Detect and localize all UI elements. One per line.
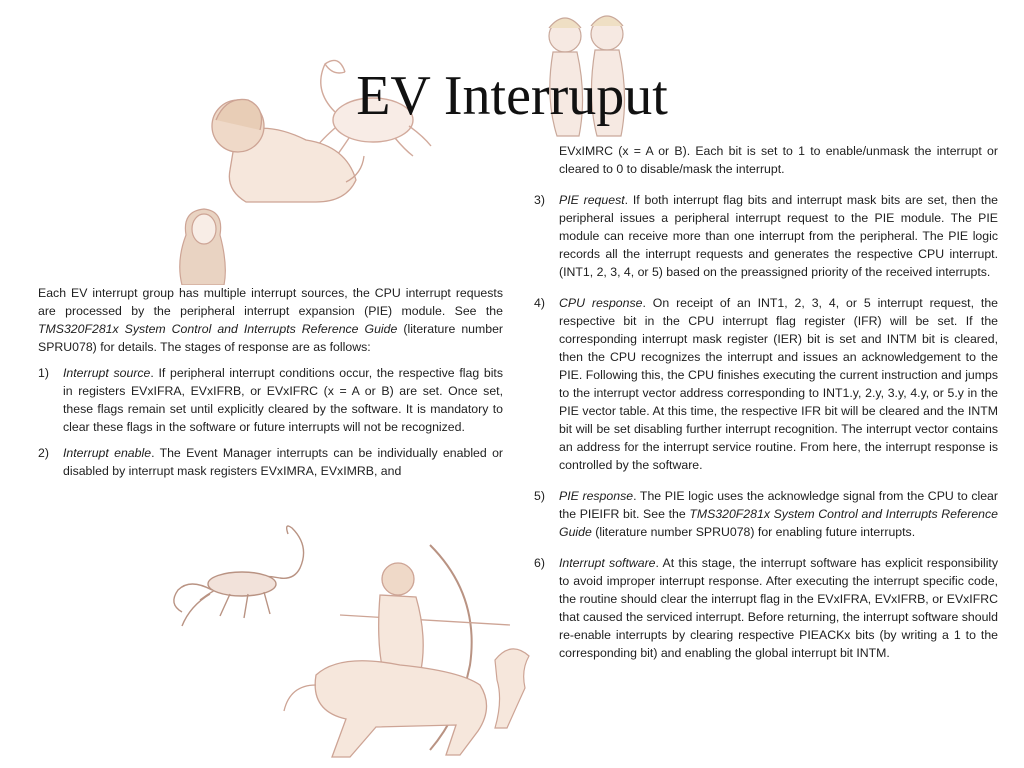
intro-text-part2: (literature number SPRU078) for details. The stages of response are as follows: — [38, 322, 504, 354]
item-reference-title: TMS320F281x System Control and Interrupts Reference Guide — [559, 507, 998, 539]
item-number: 5) — [534, 489, 545, 503]
item-term: PIE response — [559, 489, 634, 503]
item-term: Interrupt enable — [63, 446, 152, 460]
list-item — [38, 364, 503, 436]
list-item — [38, 444, 503, 480]
item-number: 1) — [38, 366, 49, 380]
item-text: . If both interrupt flag bits and interrupt mask bits are set, then the peripheral issues a peripheral interrupt request to the PIE module. The PIE module can receive more than one interrupt from the peripheral. The PIE logic records all the interrupt requests and generates the respective CPU interrupt. (INT1, 2, 3, 4, or 5) based on the preassigned priority of the received interrupts. — [559, 193, 998, 279]
item-number: 6) — [534, 556, 545, 570]
item-term: Interrupt source — [63, 366, 151, 380]
goat-icon — [485, 640, 535, 730]
item-continuation: EVxIMRC (x = A or B). Each bit is set to 1 to enable/unmask the interrupt or cleared to 0 to disable/mask the interrupt. — [559, 144, 998, 176]
intro-reference-title: TMS320F281x System Control and Interrupts Reference Guide — [38, 322, 398, 336]
item-text: . At this stage, the interrupt software has explicit responsibility to avoid improper interrupt response. After executing the interrupt specific code, the routine should clear the interrupt flag in the EVxIFRA, EVxIFRB, or EVxIFRC that caused the serviced interrupt. Before returning, the interrupt software should re-enable interrupts by clearing respective PIEACKx bits (by writing a 1 to the corresponding bit) and enabling the global interrupt bit INTM. — [559, 556, 998, 660]
list-item — [534, 487, 998, 541]
item-text: . The PIE logic uses the acknowledge signal from the CPU to clear the PIEIFR bit. See the — [559, 489, 998, 521]
item-term: PIE request — [559, 193, 625, 207]
item-text: . The Event Manager interrupts can be individually enabled or disabled by interrupt mask registers EVxIMRA, EVxIMRB, and — [63, 446, 503, 478]
maiden-icon — [168, 205, 243, 285]
intro-paragraph — [38, 284, 503, 356]
list-item — [534, 191, 998, 281]
item-number: 4) — [534, 296, 545, 310]
right-column — [534, 142, 998, 662]
list-item — [534, 554, 998, 662]
left-column — [38, 284, 503, 480]
item-text: . If peripheral interrupt conditions occur, the respective flag bits in registers EVxIFRA, EVxIFRB, or EVxIFRC (x = A or B) are set. Once set, these flags remain set until explicitly cleared by the software. It is mandatory to clear these flags in the software or future interrupts will not be recognized. — [63, 366, 503, 434]
slide-title: EV Interruput — [356, 65, 668, 127]
item-term: Interrupt software — [559, 556, 656, 570]
item-text-cont: (literature number SPRU078) for enabling future interrupts. — [591, 525, 916, 539]
item-text: . On receipt of an INT1, 2, 3, 4, or 5 interrupt request, the respective bit in the CPU interrupt flag register (IFR) will be set. If the corresponding interrupt mask register (IER) bit is set and INTM bit is cleared, then the CPU recognizes the interrupt and issues an acknowledgement to the PIE. Following this, the CPU finishes executing the current instruction and jumps to the interrupt vector address corresponding to INT1.y, 2.y, 3.y, 4.y, or 5.y in the PIE vector table. At this time, the respective IFR bit will be cleared and the INTM bit will be set disabling further interrupt recognition. The interrupt vector contains an address for the interrupt service routine. From here, the interrupt response is controlled by the software. — [559, 296, 998, 472]
item-number: 3) — [534, 193, 545, 207]
item-number: 2) — [38, 446, 49, 460]
intro-text-part1: Each EV interrupt group has multiple interrupt sources, the CPU interrupt requests are processed by the peripheral interrupt expansion (PIE) module. See the — [38, 286, 503, 318]
item-term: CPU response — [559, 296, 643, 310]
list-item — [534, 294, 998, 474]
